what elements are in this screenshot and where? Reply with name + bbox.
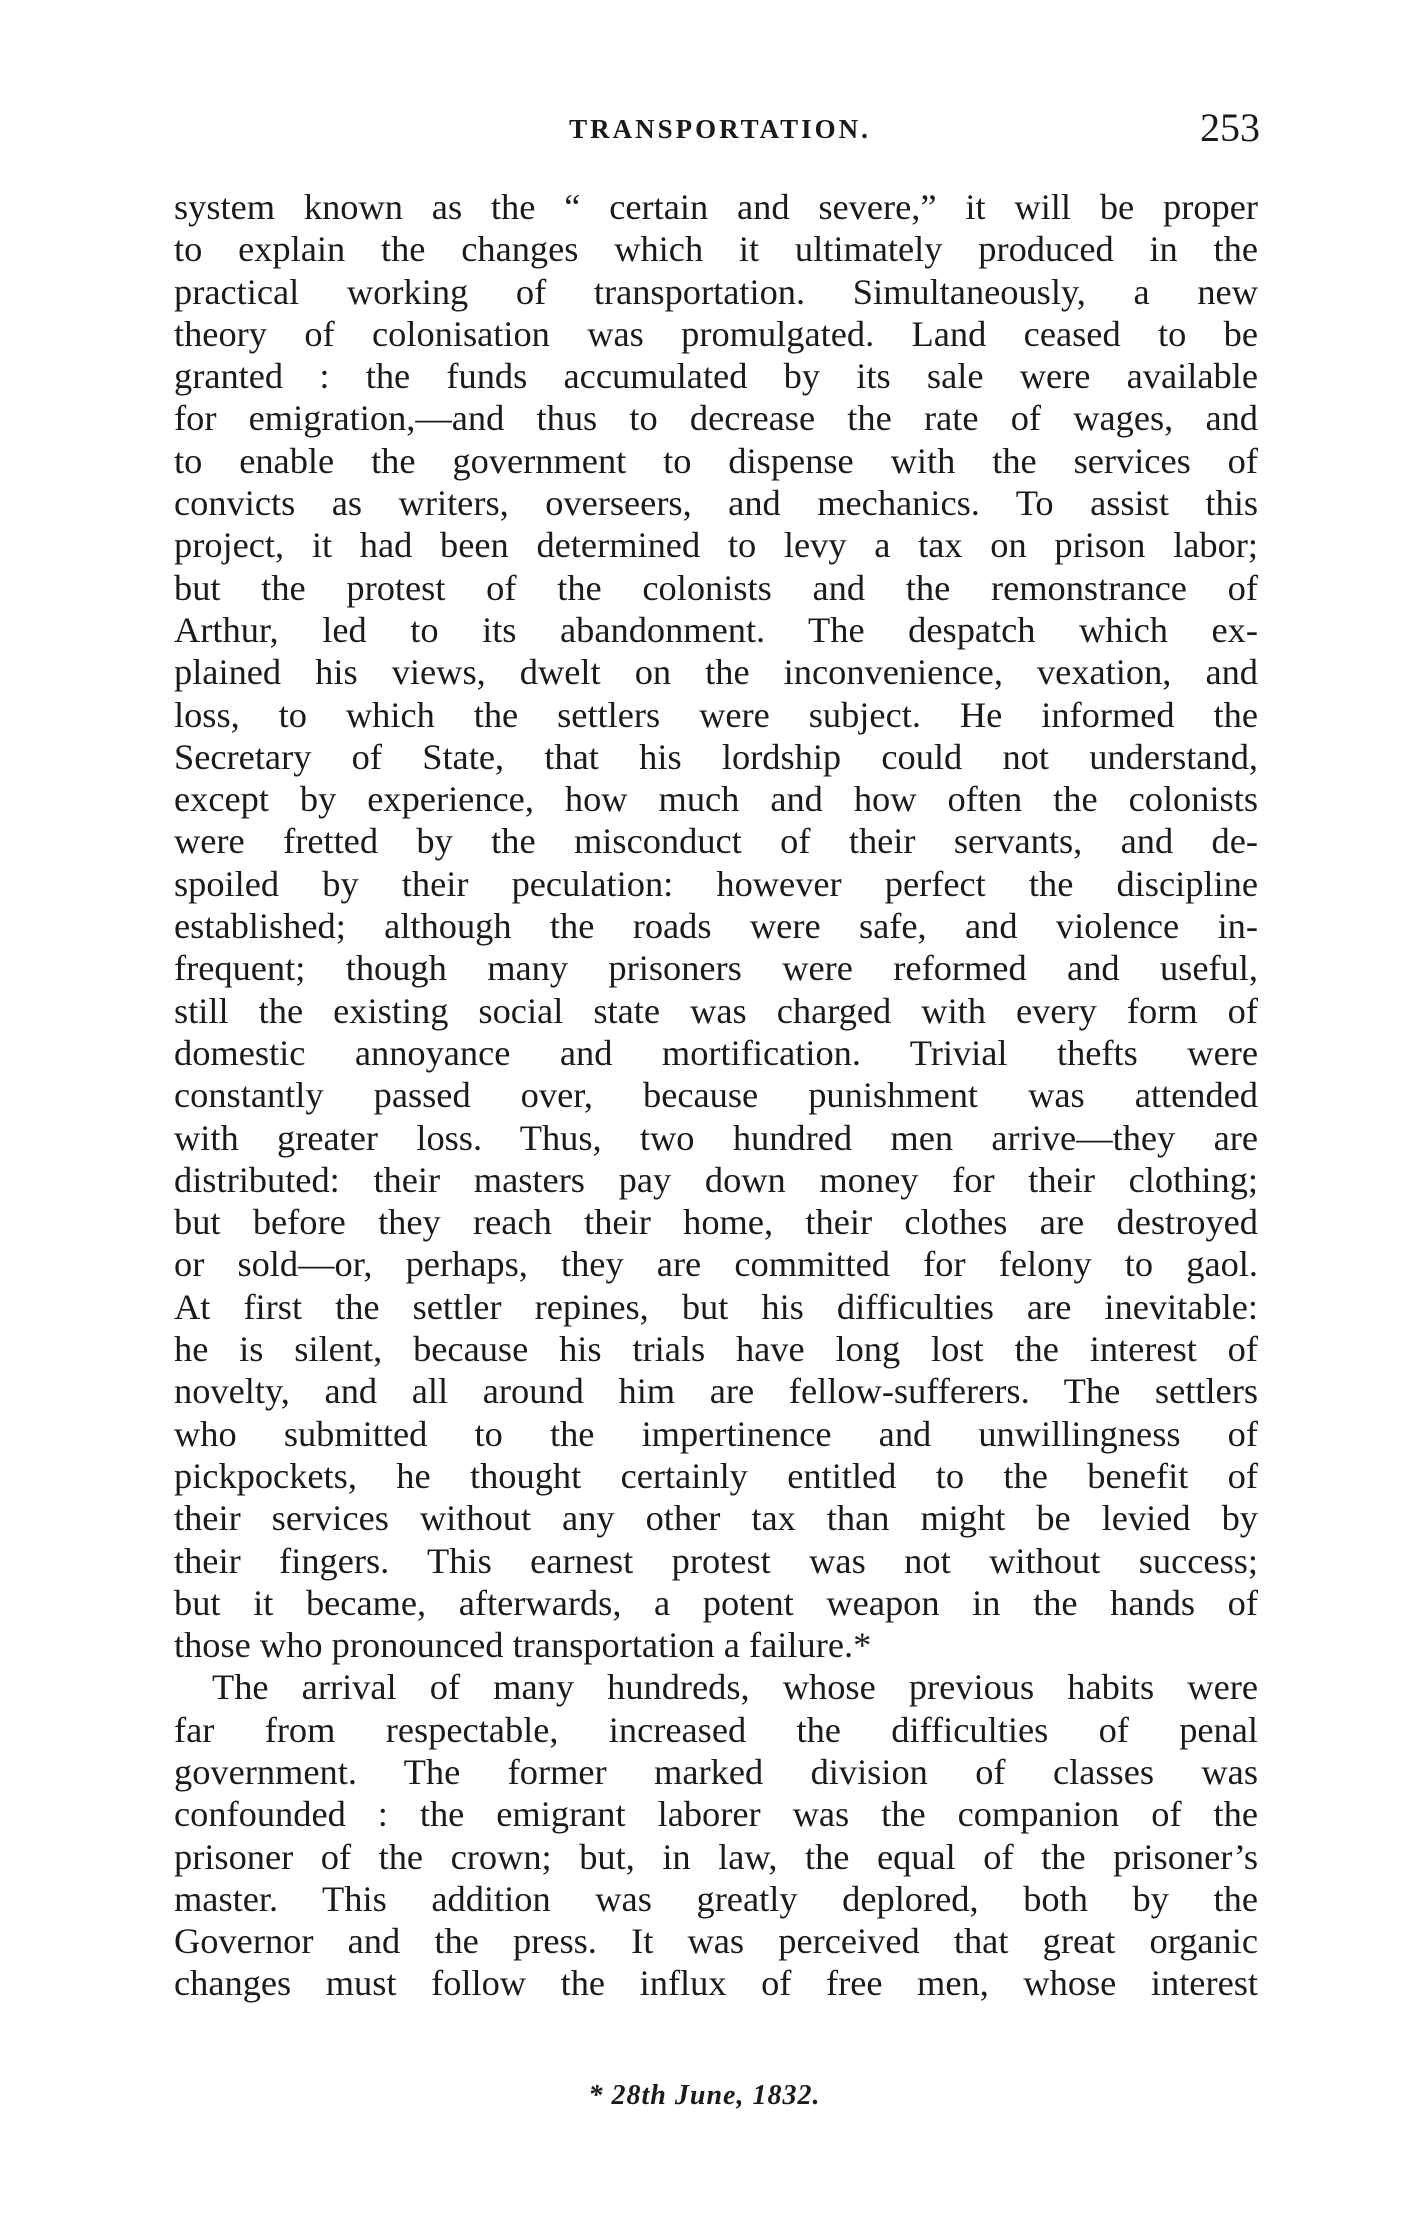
text-line: Secretary of State, that his lordship could not understand, [174,736,1258,777]
text-line: project, it had been determined to levy a tax on prison labor; [174,525,1258,566]
text-line: government. The former marked division of classes was [174,1751,1258,1792]
text-line: their services without any other tax than might be levied by [174,1498,1258,1539]
text-line: he is silent, because his trials have long lost the interest of [174,1329,1258,1370]
text-line: still the existing social state was charged with every form of [174,990,1258,1031]
text-line: frequent; though many prisoners were reformed and useful, [174,948,1258,989]
text-line: distributed: their masters pay down money for their clothing; [174,1159,1258,1200]
text-line: At first the settler repines, but his difficulties are inevitable: [174,1286,1258,1327]
text-line: for emigration,—and thus to decrease the rate of wages, and [174,398,1258,439]
running-header [180,105,1260,158]
text-line: prisoner of the crown; but, in law, the equal of the prisoner’s [174,1836,1258,1877]
text-line: but it became, afterwards, a potent weapon in the hands of [174,1582,1258,1623]
text-line: pickpockets, he thought certainly entitled to the benefit of [174,1455,1258,1496]
text-line: with greater loss. Thus, two hundred men arrive—they are [174,1117,1258,1158]
text-line: confounded : the emigrant laborer was the companion of the [174,1794,1258,1835]
body-text [174,186,1258,2005]
paragraph [174,1666,1258,2004]
text-line: were fretted by the misconduct of their servants, and de- [174,821,1258,862]
text-line: system known as the “ certain and severe,” it will be proper [174,187,1258,227]
text-line: practical working of transportation. Simultaneously, a new [174,271,1258,312]
page-number: 253 [1200,105,1260,150]
text-line: granted : the funds accumulated by its sale were available [174,356,1258,397]
text-line: but before they reach their home, their clothes are destroyed [174,1202,1258,1243]
paragraph [174,186,1258,1666]
text-line: loss, to which the settlers were subject. He informed the [174,694,1258,735]
text-line: who submitted to the impertinence and unwillingness of [174,1413,1258,1454]
text-line: except by experience, how much and how often the colonists [174,779,1258,820]
text-line: theory of colonisation was promulgated. Land ceased to be [174,313,1258,354]
text-line: but the protest of the colonists and the remonstrance of [174,567,1258,608]
text-line: constantly passed over, because punishment was attended [174,1075,1258,1116]
text-line: master. This addition was greatly deplored, both by the [174,1878,1258,1919]
text-line: The arrival of many hundreds, whose previous habits were [212,1667,1258,1708]
text-line: far from respectable, increased the difficulties of penal [174,1709,1258,1750]
text-line: to explain the changes which it ultimately produced in the [174,229,1258,270]
text-line: Governor and the press. It was perceived that great organic [174,1921,1258,1962]
text-line: convicts as writers, overseers, and mechanics. To assist this [174,483,1258,524]
text-line: changes must follow the influx of free men, whose interest [174,1963,1258,2004]
text-line: those who pronounced transportation a failure.* [174,1625,872,1666]
text-line: to enable the government to dispense with the services of [174,440,1258,481]
text-line: spoiled by their peculation: however perfect the discipline [174,863,1258,904]
text-line: Arthur, led to its abandonment. The despatch which ex- [174,609,1258,650]
text-line: plained his views, dwelt on the inconvenience, vexation, and [174,652,1258,693]
text-line: their fingers. This earnest protest was not without success; [174,1540,1258,1581]
text-line: established; although the roads were safe, and violence in- [174,906,1258,947]
footnote: * 28th June, 1832. [588,2080,821,2111]
text-line: domestic annoyance and mortification. Trivial thefts were [174,1032,1258,1073]
running-title: TRANSPORTATION. [569,114,871,144]
text-line: novelty, and all around him are fellow-sufferers. The settlers [174,1371,1258,1412]
text-line: or sold—or, perhaps, they are committed for felony to gaol. [174,1244,1258,1285]
